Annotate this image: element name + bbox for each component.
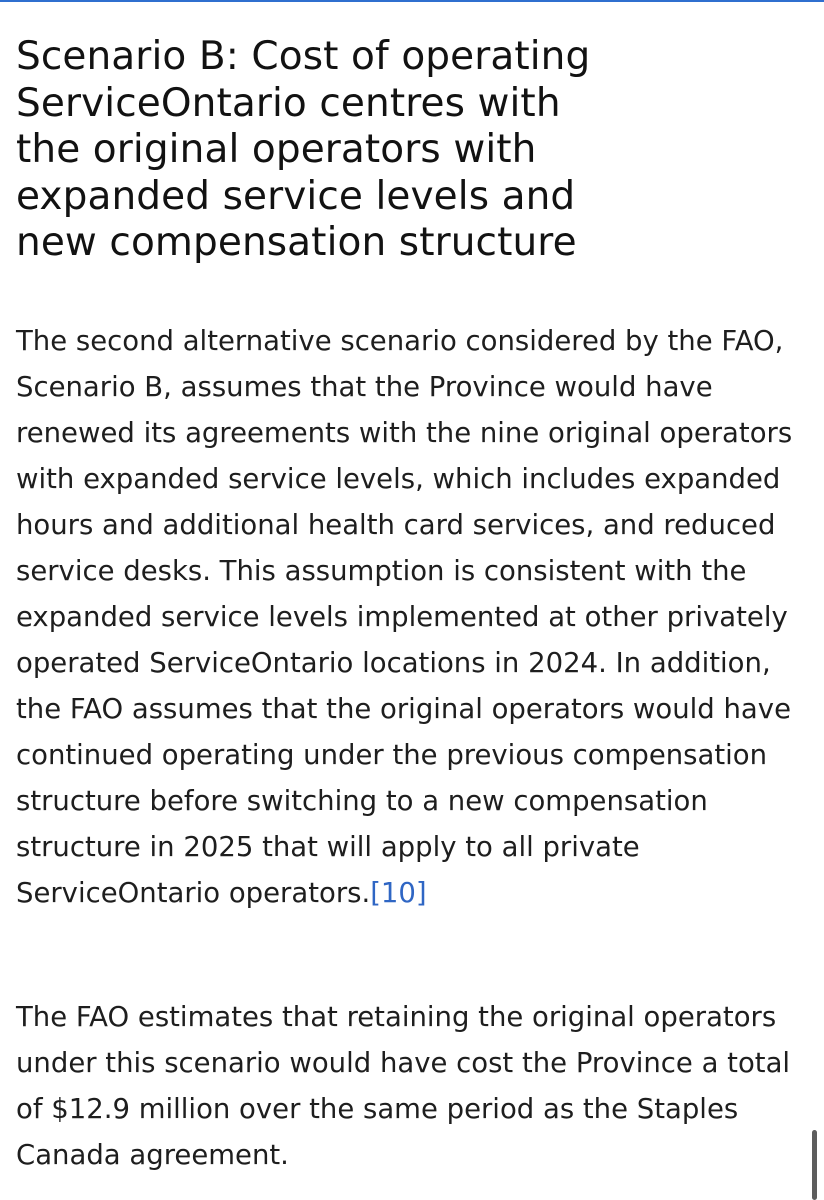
paragraph-text: The second alternative scenario considered by the FAO, Scenario B, assumes that the Province would have renewed its agreements with the nine original operators with expanded service levels, which includes expanded hours and additional health card services, and reduced service desks. This assumption is consistent with the expanded service levels implemented at other privately operated ServiceOntario locations in 2024. In addition, the FAO assumes that the original operators would have continued operating under the previous compensation structure before switching to a new compensation structure in 2025 that will apply to all private ServiceOntario operators. bbox=[16, 325, 793, 909]
section-heading: Scenario B: Cost of operating ServiceOntario centres with the original operators with expanded service levels and new compensation structure bbox=[16, 34, 591, 265]
paragraph-scenario-b-assumptions bbox=[16, 318, 816, 916]
footnote-link-10[interactable]: [10] bbox=[370, 877, 427, 909]
scrollbar-thumb[interactable] bbox=[812, 1130, 817, 1200]
paragraph-cost-estimate: The FAO estimates that retaining the original operators under this scenario would have cost the Province a total of $12.9 million over the same period as the Staples Canada agreement. bbox=[16, 1001, 791, 1171]
top-divider bbox=[0, 0, 824, 2]
